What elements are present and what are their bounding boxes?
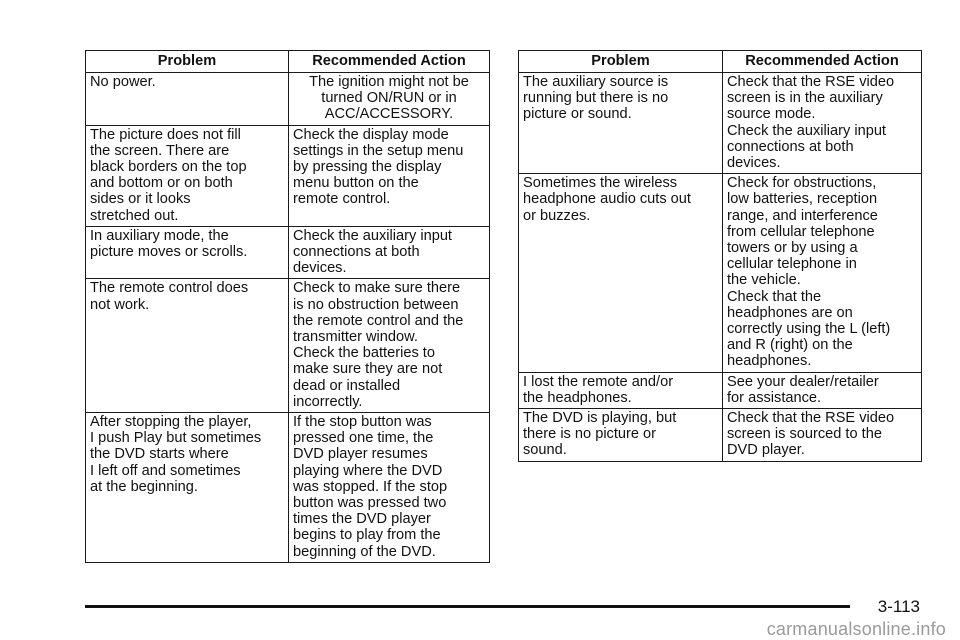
header-recommended-action: Recommended Action [289,51,490,73]
action-text-line: settings in the setup menu [293,142,464,159]
action-text-line: The ignition might not be [309,74,469,90]
table-header-row [86,51,490,73]
problem-text-line: Sometimes the wireless [523,175,678,192]
problem-text-line: not work. [90,296,150,313]
action-cell [289,73,490,126]
action-cell [289,279,490,413]
action-text-line: Check the batteries to [293,345,435,362]
problem-text-line: running but there is no [523,90,669,107]
action-cell [289,226,490,279]
table-row [86,413,490,563]
action-text-line: Check the auxiliary input [727,122,886,139]
problem-cell [86,226,289,279]
troubleshooting-table-left [85,50,490,563]
action-text-line: begins to play from the [293,527,441,544]
problem-text-line: The remote control does [90,280,249,297]
action-text-line: turned ON/RUN or in [321,90,457,107]
action-text-line: towers or by using a [727,240,858,257]
problem-text-line: I lost the remote and/or [523,373,674,390]
action-text-line: Check that the RSE video [727,410,895,427]
table-row [86,125,490,226]
problem-cell [519,73,723,174]
problem-text-line: the headphones. [523,389,632,406]
action-text-line: connections at both [727,138,854,155]
action-text-line: Check for obstructions, [727,175,877,192]
action-text-line: devices. [293,260,347,277]
problem-cell [86,125,289,226]
footer-rule [85,605,850,608]
action-cell [289,125,490,226]
action-text-line: DVD player. [727,442,805,459]
problem-text-line: The picture does not fill [90,126,241,143]
action-text-line: is no obstruction between [293,296,459,313]
action-text-line: Check the auxiliary input [293,227,452,244]
header-problem: Problem [86,51,289,73]
action-text-line: Check the display mode [293,126,449,143]
action-text-line: by pressing the display [293,159,442,176]
action-text-line: dead or installed [293,377,401,394]
action-text-line: devices. [727,155,781,172]
problem-text-line: black borders on the top [90,159,247,176]
action-text-line: the vehicle. [727,272,801,289]
problem-text-line: After stopping the player, [90,414,252,431]
problem-text-line: No power. [90,74,156,90]
problem-text-line: the DVD starts where [90,446,229,463]
action-text-line: remote control. [293,191,391,208]
action-text-line: beginning of the DVD. [293,543,436,560]
table-row [519,73,922,174]
problem-text-line: and bottom or on both [90,175,233,192]
action-cell [723,409,922,462]
action-cell [723,73,922,174]
problem-text-line: sides or it looks [90,191,191,208]
action-text-line: Check to make sure there [293,280,461,297]
problem-text-line: stretched out. [90,207,179,224]
action-cell [289,413,490,563]
action-text-line: screen is in the auxiliary [727,90,883,107]
table-row [86,73,490,126]
problem-text-line: picture or sound. [523,106,632,123]
problem-text-line: The auxiliary source is [523,74,669,90]
action-text-line: low batteries, reception [727,191,878,208]
action-text-line: playing where the DVD [293,462,443,479]
table-header-row [519,51,922,73]
problem-cell [86,73,289,126]
action-text-line: pressed one time, the [293,430,434,447]
problem-cell [86,279,289,413]
action-text-line: See your dealer/retailer [727,373,879,390]
header-problem: Problem [519,51,723,73]
action-text-line: make sure they are not [293,361,443,378]
action-text-line: from cellular telephone [727,223,875,240]
problem-text-line: I push Play but sometimes [90,430,262,447]
action-text-line: connections at both [293,244,420,261]
action-text-line: for assistance. [727,389,822,406]
header-recommended-action: Recommended Action [723,51,922,73]
action-text-line: source mode. [727,106,816,123]
problem-cell [519,174,723,372]
action-text-line: the remote control and the [293,312,464,329]
action-text-line: screen is sourced to the [727,426,882,443]
action-text-line: times the DVD player [293,511,431,528]
problem-text-line: In auxiliary mode, the [90,227,229,244]
problem-text-line: I left off and sometimes [90,462,241,479]
action-cell [723,372,922,408]
action-text-line: Check that the [727,288,822,305]
action-text-line: cellular telephone in [727,256,857,273]
action-text-line: transmitter window. [293,329,418,346]
action-text-line: incorrectly. [293,393,363,410]
action-text-line: headphones are on [727,304,853,321]
table-row [86,226,490,279]
action-text-line: DVD player resumes [293,446,428,463]
action-text-line: and R (right) on the [727,337,853,354]
problem-text-line: at the beginning. [90,478,198,495]
problem-text-line: there is no picture or [523,426,657,443]
problem-cell [86,413,289,563]
problem-cell [519,409,723,462]
action-text-line: menu button on the [293,175,419,192]
problem-cell [519,372,723,408]
troubleshooting-table-right [518,50,922,462]
action-text-line: was stopped. If the stop [293,478,448,495]
problem-text-line: The DVD is playing, but [523,410,677,427]
table-row [519,174,922,372]
problem-text-line: sound. [523,442,567,459]
table-row [519,409,922,462]
action-text-line: If the stop button was [293,414,432,431]
table-row [86,279,490,413]
problem-text-line: picture moves or scrolls. [90,244,248,261]
action-cell [723,174,922,372]
action-text-line: ACC/ACCESSORY. [324,106,454,123]
action-text-line: Check that the RSE video [727,74,895,90]
problem-text-line: the screen. There are [90,142,230,159]
table-row [519,372,922,408]
action-text-line: headphones. [727,353,812,370]
problem-text-line: or buzzes. [523,207,591,224]
action-text-line: button was pressed two [293,495,447,512]
action-text-line: correctly using the L (left) [727,321,891,338]
action-text-line: range, and interference [727,207,878,224]
page-number: 3-113 [877,597,920,616]
problem-text-line: headphone audio cuts out [523,191,691,208]
watermark: carmanualsonline.info [766,619,946,639]
